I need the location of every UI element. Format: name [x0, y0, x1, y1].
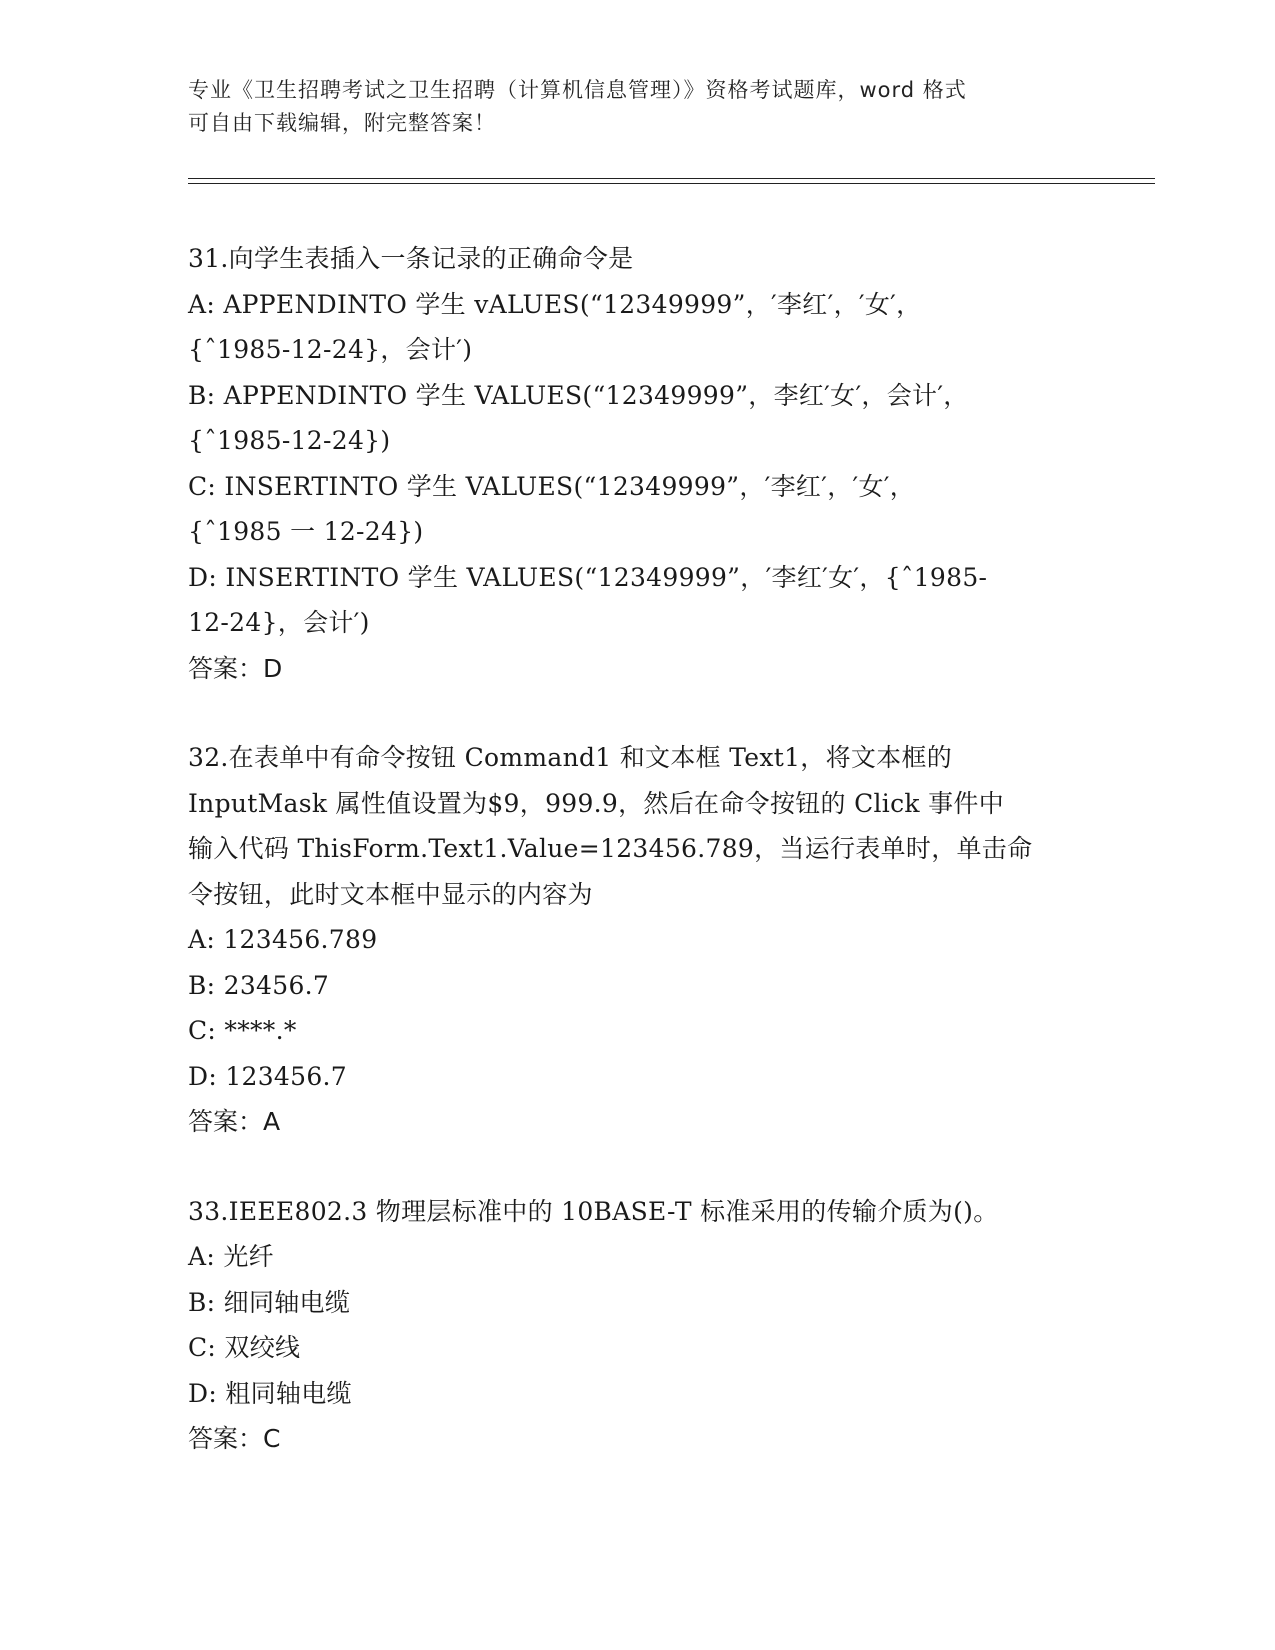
question-stem-continued: InputMask 属性值设置为$9，999.9，然后在命令按钮的 Click 事件中 — [188, 788, 1005, 818]
question-stem-continued: 令按钮，此时文本框中显示的内容为 — [188, 879, 593, 909]
option-a: A: APPENDINTO 学生 vALUES(“12349999”，′李红′，′女′， — [188, 289, 922, 319]
question-stem: 31.向学生表插入一条记录的正确命令是 — [188, 244, 634, 273]
option-b: B: 23456.7 — [188, 970, 330, 1000]
option-b: B: 细同轴电缆 — [188, 1287, 351, 1317]
option-d: D: INSERTINTO 学生 VALUES(“12349999”，′李红′女′，{ˆ1985- — [188, 562, 988, 592]
answer-label: 答案：A — [188, 1107, 281, 1136]
option-b-continued: {ˆ1985-12-24}) — [188, 426, 391, 455]
option-a: A: 光纤 — [188, 1242, 274, 1271]
option-d: D: 123456.7 — [188, 1061, 348, 1091]
header-divider-top — [188, 178, 1155, 179]
question-stem: 33.IEEE802.3 物理层标准中的 10BASE-T 标准采用的传输介质为()。 — [188, 1196, 999, 1226]
question-32 — [188, 735, 1088, 1145]
option-c: C: ****.* — [188, 1016, 297, 1045]
option-b: B: APPENDINTO 学生 VALUES(“12349999”，李红′女′，会计′， — [188, 380, 969, 410]
document-header — [188, 74, 1088, 140]
option-a: A: 123456.789 — [188, 925, 378, 954]
question-31 — [188, 236, 1088, 691]
answer-label: 答案：C — [188, 1424, 281, 1453]
header-line-1: 专业《卫生招聘考试之卫生招聘（计算机信息管理）》资格考试题库，word 格式 — [188, 78, 967, 102]
option-a-continued: {ˆ1985-12-24}，会计′) — [188, 335, 473, 364]
header-line-2: 可自由下载编辑，附完整答案！ — [188, 111, 496, 135]
question-stem-continued: 输入代码 ThisForm.Text1.Value=123456.789，当运行表单时，单击命 — [188, 834, 1033, 863]
question-list — [188, 236, 1088, 1506]
option-d: D: 粗同轴电缆 — [188, 1378, 352, 1408]
option-d-continued: 12-24}，会计′) — [188, 608, 370, 637]
header-divider-bottom — [188, 183, 1155, 184]
answer-label: 答案：D — [188, 653, 283, 683]
option-c-continued: {ˆ1985 一 12-24}) — [188, 517, 424, 546]
option-c: C: 双绞线 — [188, 1333, 301, 1362]
question-33 — [188, 1189, 1088, 1462]
option-c: C: INSERTINTO 学生 VALUES(“12349999”，′李红′，′女′， — [188, 471, 916, 501]
question-stem: 32.在表单中有命令按钮 Command1 和文本框 Text1，将文本框的 — [188, 743, 953, 772]
